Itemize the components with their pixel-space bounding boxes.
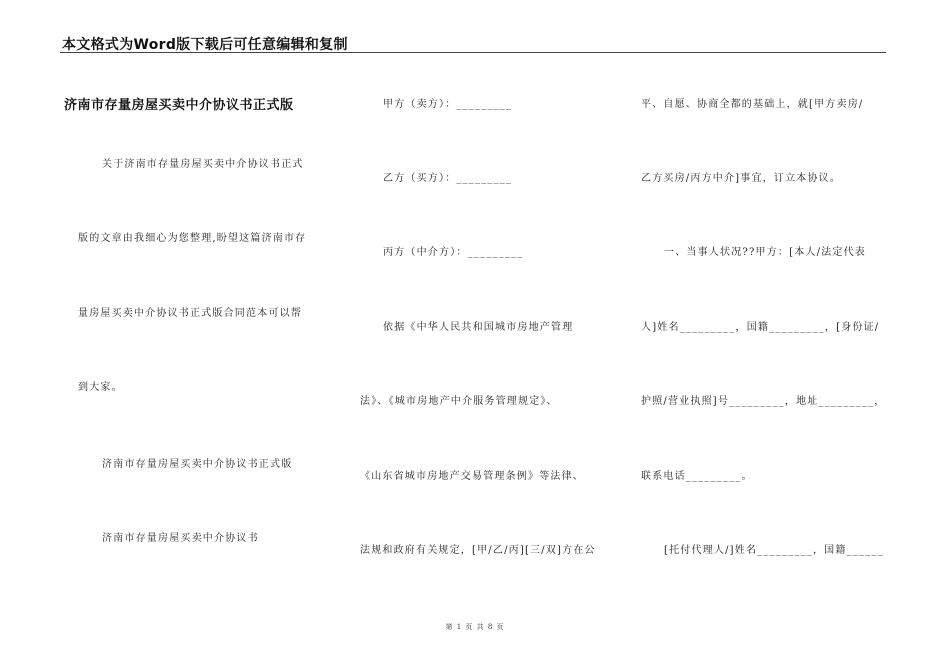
paragraph-line: 平、自愿、协商全都的基础上，就[甲方卖房/ (641, 99, 864, 110)
document-header: 本文格式为Word版下载后可任意编辑和复制 (62, 37, 348, 53)
paragraph-line: 济南市存量房屋买卖中介协议书正式版 (102, 459, 293, 470)
section-heading-line: 一、当事人状况??甲方：[本人/法定代表 (664, 247, 866, 258)
header-divider (60, 52, 886, 53)
paragraph-line: 量房屋买卖中介协议书正式版合同范本可以帮 (78, 308, 302, 319)
paragraph-line: 护照/营业执照]号_________，地址_________， (641, 396, 886, 407)
paragraph-line: 联系电话_________。 (641, 471, 753, 482)
paragraph-line: 法》、《城市房地产中介服务管理规定》、 (360, 396, 558, 407)
party-a-line: 甲方（卖方）：_________ (383, 99, 513, 110)
paragraph-line: 济南市存量房屋买卖中介协议书 (102, 533, 259, 544)
paragraph-line: 到大家。 (78, 382, 123, 393)
party-c-line: 丙方（中介方）：_________ (383, 247, 524, 258)
document-title: 济南市存量房屋买卖中介协议书正式版 (64, 98, 294, 113)
paragraph-line: 法规和政府有关规定，[甲/乙/丙][三/双]方在公 (360, 545, 596, 556)
paragraph-line: 人]姓名_________，国籍_________，[身份证/ (641, 322, 880, 333)
page-number: 第 1 页 共 8 页 (445, 623, 505, 631)
paragraph-line: 关于济南市存量房屋买卖中介协议书正式 (102, 159, 304, 170)
paragraph-line: 《山东省城市房地产交易管理条例》等法律、 (360, 471, 584, 482)
paragraph-line: 版的文章由我细心为您整理,盼望这篇济南市存 (78, 233, 307, 244)
paragraph-line: [托付代理人/]姓名_________，国籍______ (664, 545, 884, 556)
party-b-line: 乙方（买方）：_________ (383, 173, 513, 184)
paragraph-line: 依据《中华人民共和国城市房地产管理 (383, 322, 574, 333)
paragraph-line: 乙方买房/丙方中介]事宜，订立本协议。 (641, 173, 842, 184)
